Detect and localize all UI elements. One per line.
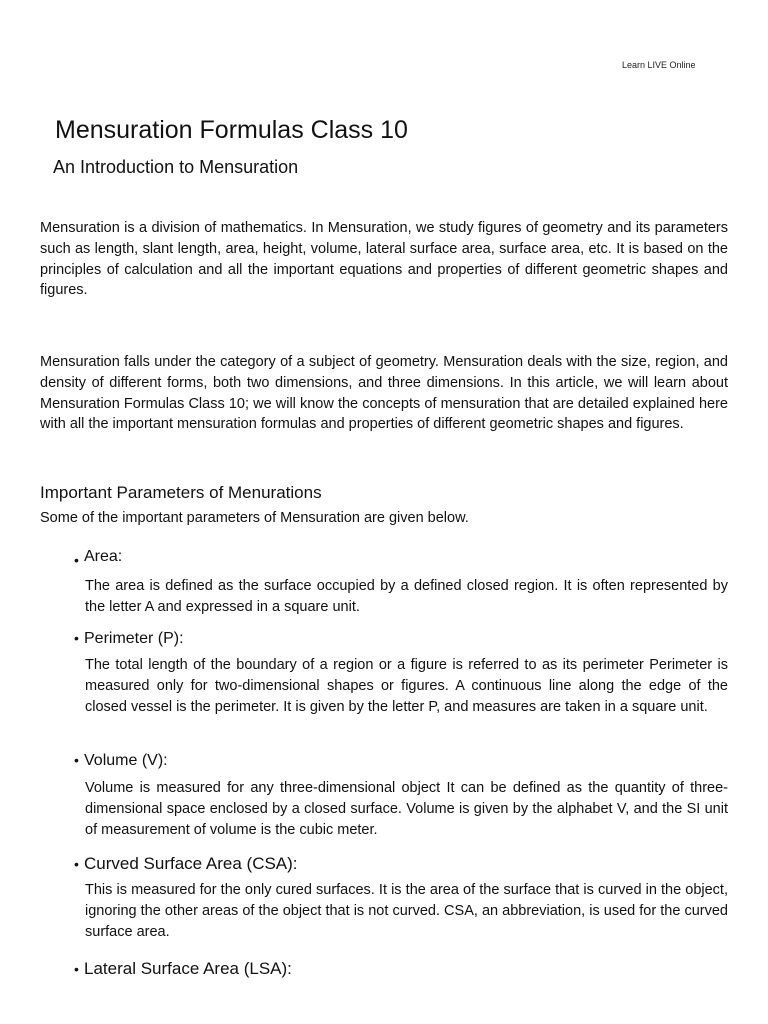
parameter-title-perimeter bbox=[74, 630, 184, 648]
parameter-description-csa: This is measured for the only cured surfaces. It is the area of the surface that is curved in the object, ignoring the other areas of the object that is not curved. CSA, an abbreviation, is used for the curved surface area. bbox=[85, 882, 728, 940]
bullet-icon: • bbox=[74, 630, 79, 646]
parameter-title-volume bbox=[74, 752, 168, 770]
page-title: Mensuration Formulas Class 10 bbox=[55, 116, 408, 144]
bullet-icon: • bbox=[74, 752, 79, 768]
parameter-title-csa bbox=[74, 854, 298, 874]
parameter-title-text: Lateral Surface Area (LSA): bbox=[84, 959, 292, 978]
parameter-title-text: Curved Surface Area (CSA): bbox=[84, 854, 298, 873]
parameter-description-perimeter: The total length of the boundary of a region or a figure is referred to as its perimeter Perimeter is measured only for two-dimensional shapes or figures. A continuous line along the edge of the closed vessel is the perimeter. It is given by the letter P, and measures are taken in a square unit. bbox=[85, 657, 728, 715]
intro-paragraph: Mensuration is a division of mathematics. In Mensuration, we study figures of geometry and its parameters such as length, slant length, area, height, volume, lateral surface area, surface area, etc. It is based on the principles of calculation and all the important equations and properties of different geometric shapes and figures. bbox=[40, 220, 728, 299]
parameter-title-text: Volume (V): bbox=[84, 752, 168, 769]
page-subtitle: An Introduction to Mensuration bbox=[53, 157, 299, 177]
parameter-description-area: The area is defined as the surface occupied by a defined closed region. It is often represented by the letter A and expressed in a square unit. bbox=[85, 578, 728, 615]
bullet-icon: • bbox=[74, 856, 79, 872]
parameter-title-lsa bbox=[74, 959, 292, 979]
category-paragraph: Mensuration falls under the category of a subject of geometry. Mensuration deals with the size, region, and density of different forms, both two dimensions, and three dimensions. In this article, we will learn about Mensuration Formulas Class 10; we will know the concepts of mensuration that are detailed explained here with all the important mensuration formulas and properties of different geometric shapes and figures. bbox=[40, 354, 728, 433]
parameter-title-text: Perimeter (P): bbox=[84, 630, 184, 647]
parameter-title-text: Area: bbox=[84, 548, 123, 565]
parameter-description-volume: Volume is measured for any three-dimensional object It can be defined as the quantity of three-dimensional space enclosed by a closed surface. Volume is given by the alphabet V, and the SI unit of measurement of volume is the cubic meter. bbox=[85, 780, 728, 838]
header-note: Learn LIVE Online bbox=[622, 60, 696, 70]
section-heading: Important Parameters of Menurations bbox=[40, 483, 322, 502]
bullet-icon: • bbox=[74, 552, 79, 568]
bullet-icon: • bbox=[74, 961, 79, 977]
parameter-title-area bbox=[74, 548, 122, 566]
section-intro: Some of the important parameters of Mensuration are given below. bbox=[40, 510, 469, 526]
